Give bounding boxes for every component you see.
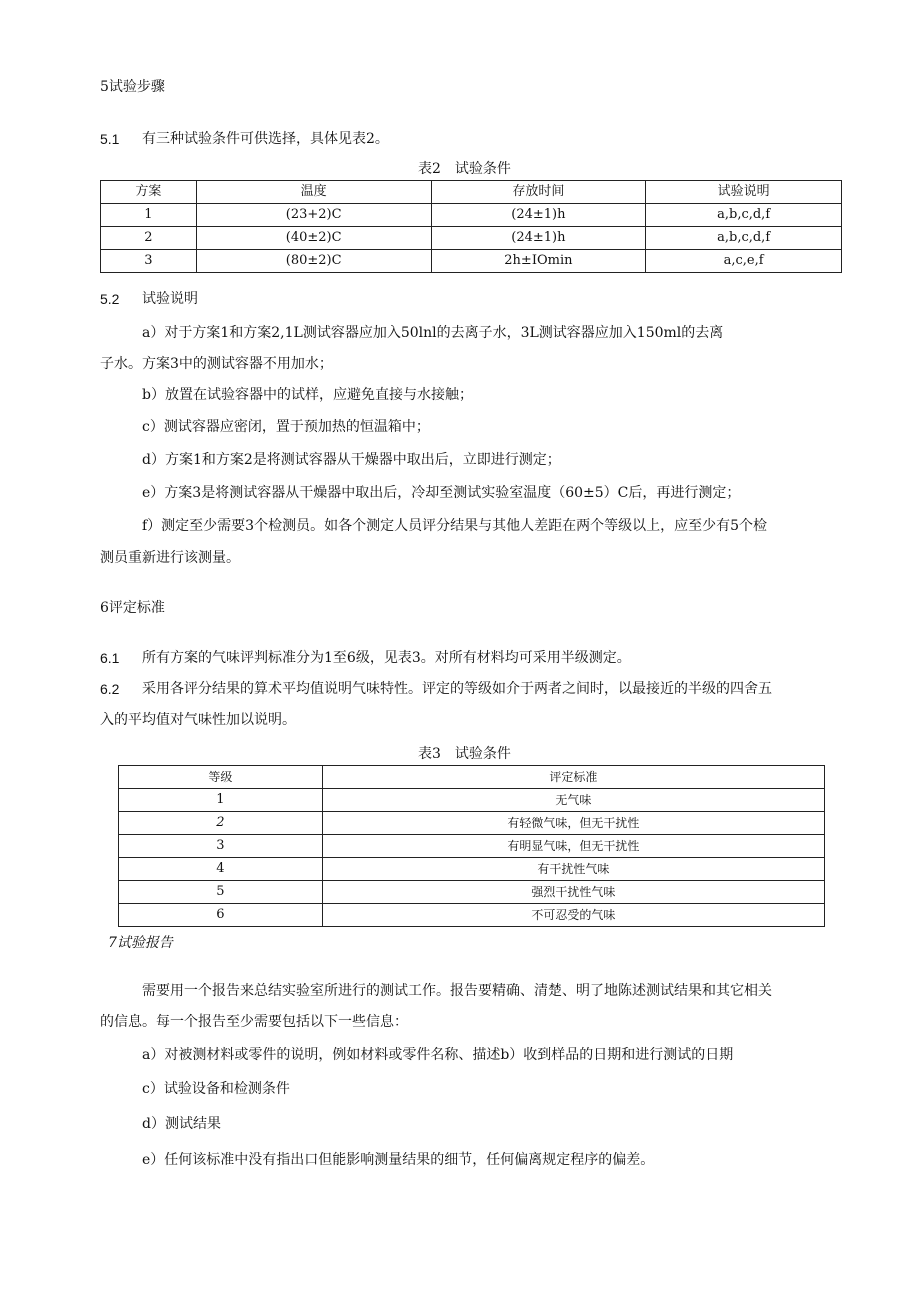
item-e: e）方案3是将测试容器从干燥器中取出后，冷却至测试实验室温度（60±5）C后，再进行测定； xyxy=(142,485,741,501)
table-2-cell: (24±1)h xyxy=(431,204,646,227)
section-7-heading: 7试验报告 xyxy=(108,935,173,951)
clause-5-2-number: 5.2 xyxy=(100,291,120,307)
clause-6-1-number: 6.1 xyxy=(100,650,120,666)
table-3-grade-cell: 1 xyxy=(119,789,323,812)
table-3-header-row xyxy=(119,766,825,789)
report-item-a: a）对被测材料或零件的说明，例如材料或零件名称、描述b）收到样品的日期和进行测试的日期 xyxy=(142,1047,734,1063)
table-3-criteria-cell: 强烈干扰性气味 xyxy=(322,881,824,904)
table-3-row xyxy=(119,812,825,835)
table-2-header-cell: 温度 xyxy=(196,181,431,204)
clause-6-2-number: 6.2 xyxy=(100,681,120,697)
table-2-caption: 表2 试验条件 xyxy=(418,161,511,177)
table-2-cell: 2 xyxy=(101,227,197,250)
report-item-d: d）测试结果 xyxy=(142,1116,221,1132)
table-3-criteria-cell: 有干扰性气味 xyxy=(322,858,824,881)
clause-6-1-text: 所有方案的气味评判标准分为1至6级，见表3。对所有材料均可采用半级测定。 xyxy=(142,650,631,666)
table-3-row xyxy=(119,881,825,904)
table-3-row xyxy=(119,858,825,881)
table-3-grade-cell: 2 xyxy=(119,812,323,835)
item-b: b）放置在试验容器中的试样，应避免直接与水接触； xyxy=(142,387,473,403)
clause-6-2-line2: 入的平均值对气味性加以说明。 xyxy=(100,712,296,728)
item-a-line1: a）对于方案1和方案2,1L测试容器应加入50lnl的去离子水，3L测试容器应加入150ml的去离 xyxy=(142,325,724,341)
table-3-caption: 表3 试验条件 xyxy=(418,746,511,762)
table-2-cell: (24±1)h xyxy=(431,227,646,250)
table-3-criteria-cell: 无气味 xyxy=(322,789,824,812)
clause-5-1-text: 有三种试验条件可供选择，具体见表2。 xyxy=(142,131,389,147)
item-a-line2: 子水。方案3中的测试容器不用加水； xyxy=(100,356,333,372)
table-2-cell: (80±2)C xyxy=(196,250,431,273)
table-3-header-cell: 等级 xyxy=(119,766,323,789)
table-2-row xyxy=(101,250,842,273)
table-3-row xyxy=(119,789,825,812)
table-3-grade-cell: 4 xyxy=(119,858,323,881)
table-3-row xyxy=(119,835,825,858)
item-f-line2: 测员重新进行该测量。 xyxy=(100,550,240,566)
section-6-heading: 6评定标准 xyxy=(100,600,165,616)
table-3-grade-cell: 5 xyxy=(119,881,323,904)
table-2-cell: (23+2)C xyxy=(196,204,431,227)
table-2-cell: (40±2)C xyxy=(196,227,431,250)
table-3-grade-cell: 3 xyxy=(119,835,323,858)
table-2-header-cell: 方案 xyxy=(101,181,197,204)
report-item-c: c）试验设备和检测条件 xyxy=(142,1081,290,1097)
table-2-cell: a,b,c,d,f xyxy=(646,204,842,227)
report-intro-line1: 需要用一个报告来总结实验室所进行的测试工作。报告要精确、清楚、明了地陈述测试结果和其它相关 xyxy=(142,983,772,999)
report-intro-line2: 的信息。每一个报告至少需要包括以下一些信息： xyxy=(100,1014,408,1030)
table-2-cell: 1 xyxy=(101,204,197,227)
table-3-criteria-cell: 有明显气味，但无干扰性 xyxy=(322,835,824,858)
clause-6-2-line1: 采用各评分结果的算术平均值说明气味特性。评定的等级如介于两者之间时，以最接近的半级的四舍五 xyxy=(142,681,772,697)
table-3 xyxy=(118,765,825,927)
section-5-heading: 5试验步骤 xyxy=(100,79,165,95)
item-c: c）测试容器应密闭，置于预加热的恒温箱中； xyxy=(142,419,430,435)
table-2-header-row xyxy=(101,181,842,204)
table-2 xyxy=(100,180,842,273)
item-d: d）方案1和方案2是将测试容器从干燥器中取出后，立即进行测定； xyxy=(142,452,561,468)
table-3-criteria-cell: 不可忍受的气味 xyxy=(322,904,824,927)
table-3-grade-cell: 6 xyxy=(119,904,323,927)
table-2-row xyxy=(101,227,842,250)
table-3-criteria-cell: 有轻微气味，但无干扰性 xyxy=(322,812,824,835)
table-2-header-cell: 存放时间 xyxy=(431,181,646,204)
table-2-header-cell: 试验说明 xyxy=(646,181,842,204)
table-2-cell: a,c,e,f xyxy=(646,250,842,273)
table-2-row xyxy=(101,204,842,227)
clause-5-2-text: 试验说明 xyxy=(142,291,198,307)
table-3-row xyxy=(119,904,825,927)
clause-5-1-number: 5.1 xyxy=(100,131,120,147)
report-item-e: e）任何该标准中没有指出口但能影响测量结果的细节，任何偏离规定程序的偏差。 xyxy=(142,1152,655,1168)
table-2-cell: a,b,c,d,f xyxy=(646,227,842,250)
table-2-cell: 2h±IOmin xyxy=(431,250,646,273)
item-f-line1: f）测定至少需要3个检测员。如各个测定人员评分结果与其他人差距在两个等级以上，应至少有5个检 xyxy=(142,518,767,534)
table-2-cell: 3 xyxy=(101,250,197,273)
table-3-header-cell: 评定标准 xyxy=(322,766,824,789)
